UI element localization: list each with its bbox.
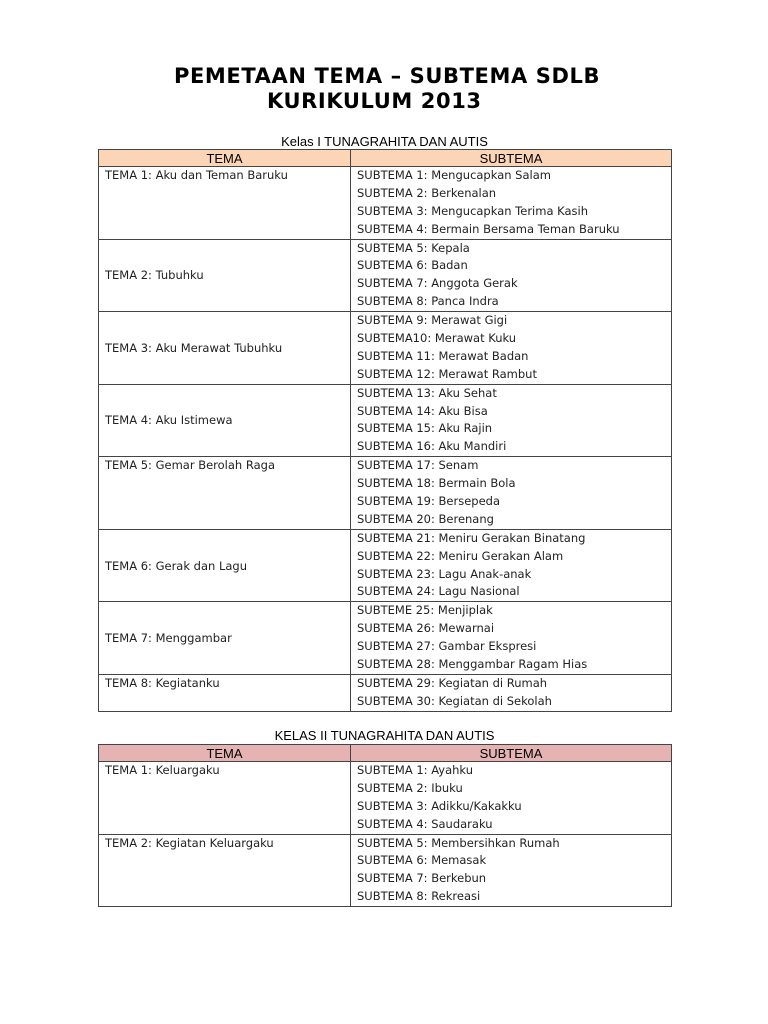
subtema-item: SUBTEMA 24: Lagu Nasional: [357, 584, 520, 599]
section-caption-kelas-1: Kelas I TUNAGRAHITA DAN AUTIS: [281, 134, 488, 149]
mapping-table-kelas-1: [98, 149, 672, 712]
subtema-item: SUBTEMA 7: Anggota Gerak: [357, 276, 518, 291]
table-row: [99, 674, 672, 711]
table-row: [99, 602, 672, 675]
tema-cell: TEMA 7: Menggambar: [99, 602, 351, 675]
document-title: [174, 64, 600, 114]
subtema-cell: [351, 602, 672, 675]
subtema-item: SUBTEMA 20: Berenang: [357, 511, 494, 526]
column-header-subtema: SUBTEMA: [351, 150, 672, 167]
subtema-item: SUBTEMA 27: Gambar Ekspresi: [357, 639, 537, 654]
subtema-item: SUBTEMA 23: Lagu Anak-anak: [357, 566, 532, 581]
table-row: [99, 312, 672, 385]
subtema-item: SUBTEMA 6: Badan: [357, 258, 468, 273]
table-header-row: [99, 150, 672, 167]
subtema-item: SUBTEMA 3: Adikku/Kakakku: [357, 798, 522, 813]
table-row: [99, 529, 672, 602]
subtema-item: SUBTEMA 1: Ayahku: [357, 763, 474, 777]
subtema-item: SUBTEMA 2: Ibuku: [357, 780, 463, 795]
tema-cell: TEMA 8: Kegiatanku: [99, 674, 351, 711]
title-line-2: KURIKULUM 2013: [267, 89, 482, 113]
table-row: [99, 762, 672, 835]
subtema-item: SUBTEMA 5: Kepala: [357, 240, 470, 255]
subtema-cell: [351, 762, 672, 835]
tema-cell: TEMA 5: Gemar Berolah Raga: [99, 457, 351, 530]
subtema-item: SUBTEMA 28: Menggambar Ragam Hias: [357, 657, 588, 672]
subtema-item: SUBTEMA 2: Berkenalan: [357, 185, 497, 200]
subtema-cell: [351, 312, 672, 385]
subtema-cell: [351, 674, 672, 711]
subtema-cell: [351, 834, 672, 907]
subtema-item: SUBTEMA 9: Merawat Gigi: [357, 313, 508, 328]
subtema-item: SUBTEMA 30: Kegiatan di Sekolah: [357, 693, 552, 708]
subtema-item: SUBTEMA 14: Aku Bisa: [357, 403, 488, 418]
subtema-item: SUBTEMA 18: Bermain Bola: [357, 476, 516, 491]
subtema-item: SUBTEMA 21: Meniru Gerakan Binatang: [357, 530, 586, 545]
subtema-item: SUBTEMA 8: Rekreasi: [357, 889, 481, 904]
subtema-item: SUBTEMA 5: Membersihkan Rumah: [357, 835, 560, 850]
subtema-cell: [351, 457, 672, 530]
subtema-item: SUBTEMA 22: Meniru Gerakan Alam: [357, 548, 564, 563]
subtema-item: SUBTEMA 17: Senam: [357, 458, 479, 473]
subtema-item: SUBTEMA 12: Merawat Rambut: [357, 366, 537, 381]
subtema-item: SUBTEMA 3: Mengucapkan Terima Kasih: [357, 203, 589, 218]
subtema-cell: [351, 529, 672, 602]
subtema-item: SUBTEMA 4: Bermain Bersama Teman Baruku: [357, 221, 620, 236]
column-header-tema: TEMA: [99, 150, 351, 167]
table-row: [99, 834, 672, 907]
subtema-item: SUBTEMA 11: Merawat Badan: [357, 348, 529, 363]
table-row: [99, 239, 672, 312]
section-caption-kelas-2: KELAS II TUNAGRAHITA DAN AUTIS: [274, 728, 495, 743]
subtema-item: SUBTEMA 16: Aku Mandiri: [357, 439, 507, 454]
tema-cell: TEMA 3: Aku Merawat Tubuhku: [99, 312, 351, 385]
subtema-cell: [351, 167, 672, 240]
title-line-1: PEMETAAN TEMA – SUBTEMA SDLB: [174, 64, 601, 88]
subtema-item: SUBTEMA 15: Aku Rajin: [357, 421, 493, 436]
subtema-item: SUBTEMA 6: Memasak: [357, 853, 487, 868]
column-header-subtema: SUBTEMA: [351, 745, 672, 762]
subtema-item: SUBTEMA 4: Saudaraku: [357, 816, 493, 831]
tema-cell: TEMA 2: Kegiatan Keluargaku: [99, 834, 351, 907]
tema-cell: TEMA 4: Aku Istimewa: [99, 384, 351, 457]
table-row: [99, 384, 672, 457]
subtema-item: SUBTEMA 29: Kegiatan di Rumah: [357, 675, 548, 690]
table-header-row: [99, 745, 672, 762]
subtema-item: SUBTEMA 13: Aku Sehat: [357, 385, 497, 400]
table-row: [99, 167, 672, 240]
subtema-item: SUBTEMA10: Merawat Kuku: [357, 331, 517, 346]
tema-cell: TEMA 1: Keluargaku: [99, 762, 351, 835]
table-row: [99, 457, 672, 530]
tema-cell: TEMA 1: Aku dan Teman Baruku: [99, 167, 351, 240]
subtema-item: SUBTEMA 7: Berkebun: [357, 871, 487, 886]
subtema-item: SUBTEMA 19: Bersepeda: [357, 494, 500, 509]
column-header-tema: TEMA: [99, 745, 351, 762]
subtema-item: SUBTEMA 1: Mengucapkan Salam: [357, 168, 551, 182]
subtema-item: SUBTEME 25: Menjiplak: [357, 603, 493, 618]
tema-cell: TEMA 6: Gerak dan Lagu: [99, 529, 351, 602]
tema-cell: TEMA 2: Tubuhku: [99, 239, 351, 312]
subtema-item: SUBTEMA 26: Mewarnai: [357, 621, 495, 636]
subtema-cell: [351, 239, 672, 312]
subtema-cell: [351, 384, 672, 457]
mapping-table-kelas-2: [98, 744, 672, 907]
subtema-item: SUBTEMA 8: Panca Indra: [357, 294, 499, 309]
